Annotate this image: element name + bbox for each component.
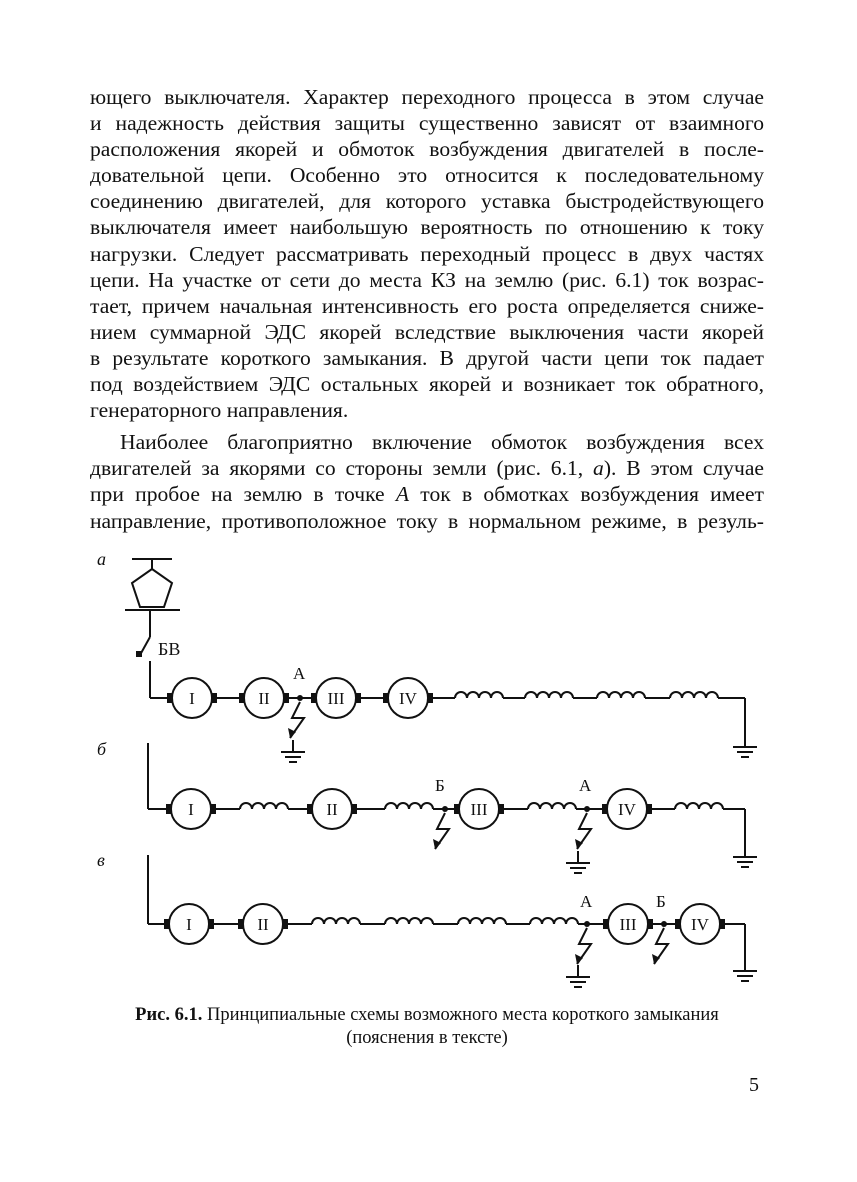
fault-arc-icon	[652, 928, 668, 964]
text-line: при пробое на землю в точке А ток в обмотках возбуждения имеет	[90, 482, 764, 507]
text-line: нием суммарной ЭДС якорей вследствие выключения части якорей	[90, 319, 764, 344]
paragraph-1	[90, 84, 764, 423]
text-line: соединению двигателей, для которого уставка быстродействующего	[90, 189, 764, 214]
fault-arc-icon	[575, 813, 591, 849]
diagram-a-label: а	[97, 549, 106, 569]
motor-label: IV	[618, 800, 636, 819]
network-source-icon	[125, 559, 180, 610]
text-line: выключателя имеет наибольшую вероятность по отношению к току	[90, 215, 764, 240]
text-line: Наиболее благоприятно включение обмоток возбуждения всех	[120, 430, 764, 455]
text-line: под воздействием ЭДС остальных якорей и возникает ток обратного,	[90, 372, 764, 397]
fault-arc-icon	[288, 702, 304, 738]
text-line: тает, причем начальная интенсивность его роста определяется сниже-	[90, 293, 764, 318]
text-line: довательной цепи. Особенно это относится к последовательному	[90, 163, 764, 188]
ground-icon	[733, 845, 757, 867]
fault-point-b-label: Б	[435, 776, 445, 795]
field-windings	[455, 692, 718, 698]
motor-label: II	[257, 915, 269, 934]
figure-6-1	[0, 545, 857, 1005]
diagram-b-label: б	[97, 739, 107, 759]
caption-line-1	[90, 1004, 764, 1027]
text-line: и надежность действия защиты существенно зависят от взаимного	[90, 111, 764, 136]
circuit-diagrams	[0, 545, 857, 1005]
motor-label: IV	[691, 915, 709, 934]
fault-point-a-label: А	[293, 664, 306, 683]
fault-arc-icon	[575, 928, 591, 964]
breaker-label: БВ	[158, 639, 181, 659]
caption-line-2: (пояснения в тексте)	[346, 1028, 508, 1048]
motor-label: I	[189, 689, 195, 708]
text-line: цепи. На участке от сети до места КЗ на землю (рис. 6.1) ток возрас-	[90, 267, 764, 292]
motor-label: I	[188, 800, 194, 819]
caption-label: Рис. 6.1.	[135, 1005, 203, 1025]
fault-point-b-label: Б	[656, 892, 666, 911]
circuit-breaker-icon	[136, 637, 150, 698]
ground-icon	[566, 965, 590, 987]
text-line: генераторного направления.	[90, 398, 349, 423]
ground-icon	[281, 740, 305, 762]
text-line: расположения якорей и обмоток возбуждения двигателей в после-	[90, 137, 764, 162]
ground-icon	[733, 959, 757, 981]
motor-label: II	[258, 689, 270, 708]
fault-arc-icon	[433, 813, 449, 849]
text-line: ющего выключателя. Характер переходного процесса в этом случае	[90, 85, 764, 109]
text-line: двигателей за якорями со стороны земли (рис. 6.1, а). В этом случае	[90, 456, 764, 481]
motor-label: III	[619, 915, 637, 934]
text-line: в результате короткого замыкания. В другой части цепи ток падает	[90, 345, 764, 370]
page-number: 5	[749, 1074, 759, 1096]
diagram-c-label: в	[97, 850, 105, 870]
motor-label: II	[326, 800, 338, 819]
motor-label: I	[186, 915, 192, 934]
paragraph-2	[90, 429, 764, 533]
ground-icon	[733, 735, 757, 757]
motor-label: III	[327, 689, 345, 708]
fault-point-a-label: А	[579, 776, 592, 795]
motor-label: IV	[399, 689, 417, 708]
text-line: нагрузки. Следует рассматривать переходный процесс в двух частях	[90, 241, 764, 266]
body-text	[90, 84, 764, 534]
fault-point-a-label: А	[580, 892, 593, 911]
motor-label: III	[470, 800, 488, 819]
figure-caption	[90, 1004, 764, 1050]
text-line: направление, противоположное току в нормальном режиме, в резуль-	[90, 508, 764, 533]
ground-icon	[566, 851, 590, 873]
caption-text: Принципиальные схемы возможного места короткого замыкания	[202, 1005, 719, 1025]
